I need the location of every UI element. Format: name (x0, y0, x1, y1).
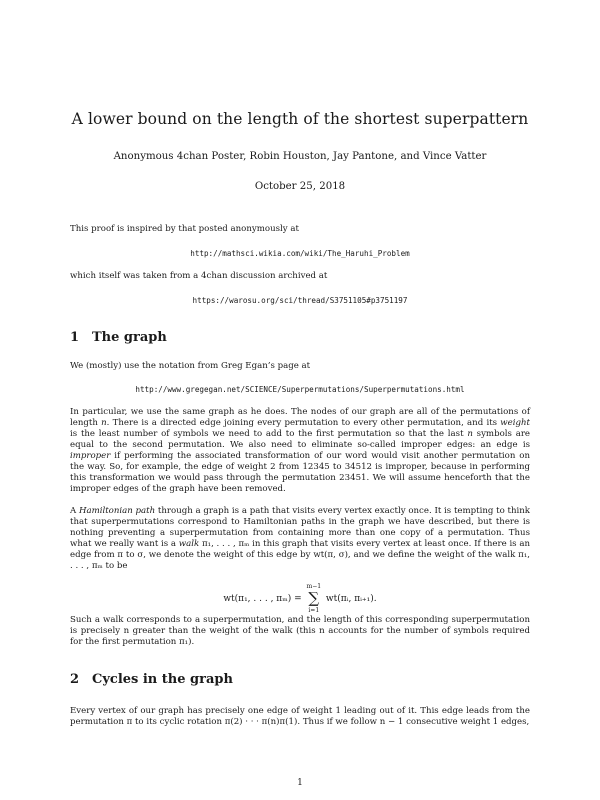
section-1-title: The graph (92, 330, 167, 345)
section-2-number: 2 (70, 672, 80, 687)
sigma-glyph: ∑ (308, 589, 320, 607)
section-1-number: 1 (70, 330, 80, 345)
section-1-paragraph-2: In particular, we use the same graph as he does. The nodes of our graph are all of the permutations of length n. There is a directed edge joining every permutation to every other permutation, and its weight is the least number of symbols we need to add to the first permutation so that the last n symbols are equal to the second permutation. We also need to eliminate so-called improper edges: an edge is improper if performing the associated transformation of our word would visit another permutation on the way. So, for example, the edge of weight 2 from 12345 to 34512 is improper, because in performing this transformation we would pass through the permutation 23451. We will assume henceforth that the improper edges of the graph have been removed. (70, 407, 531, 494)
paper-date: October 25, 2018 (254, 181, 346, 192)
paper-authors: Anonymous 4chan Poster, Robin Houston, Jay Pantone, and Vince Vatter (113, 151, 487, 162)
walk-weight-equation (0, 582, 600, 615)
section-1-url[interactable]: http://www.gregegan.net/SCIENCE/Superpermutations/Superpermutations.html (135, 385, 465, 394)
intro-paragraph-1: This proof is inspired by that posted anonymously at (70, 224, 299, 234)
section-1-heading (70, 330, 167, 345)
section-1-paragraph-4: Such a walk corresponds to a superpermutation, and the length of this corresponding superpermutation is precisely n greater than the weight of the walk (this n accounts for the number of symbols required for the first permutation π₁). (70, 615, 530, 647)
paper-title: A lower bound on the length of the shortest superpattern (71, 110, 529, 128)
page-number: 1 (297, 778, 303, 788)
section-1-paragraph-1: We (mostly) use the notation from Greg Egan’s page at (70, 361, 311, 371)
summation-upper-limit: m−1 (306, 583, 322, 590)
intro-url-1[interactable]: http://mathsci.wikia.com/wiki/The_Haruhi_Problem (190, 249, 410, 258)
intro-paragraph-2: which itself was taken from a 4chan discussion archived at (70, 271, 328, 281)
section-2-paragraph-1: Every vertex of our graph has precisely one edge of weight 1 leading out of it. This edge leads from the permutation π to its cyclic rotation π(2) · · · π(n)π(1). Thus if we follow n − 1 consecutive weight 1 edges, (70, 706, 530, 727)
equation-lhs: wt(π₁, . . . , πₘ) = (223, 594, 305, 604)
section-1-paragraph-3: A Hamiltonian path through a graph is a path that visits every vertex exactly once. It is tempting to think that superpermutations correspond to Hamiltonian paths in the graph we have described, but there is nothing preventing a superpermutation from containing more than one copy of a permutation. Thus what we really want is a walk π₁, . . . , πₘ in this graph that visits every vertex at least once. If there is an edge from π to σ, we denote the weight of this edge by wt(π, σ), and we define the weight of the walk π₁, . . . , πₘ to be (70, 506, 530, 571)
equation-rhs: wt(πᵢ, πᵢ₊₁). (325, 594, 377, 604)
section-2-title: Cycles in the graph (92, 672, 233, 687)
intro-url-2[interactable]: https://warosu.org/sci/thread/S3751105#p3751197 (192, 296, 408, 305)
section-2-heading (70, 672, 233, 687)
summation-lower-limit: i=1 (308, 607, 320, 614)
summation-symbol (307, 582, 322, 615)
